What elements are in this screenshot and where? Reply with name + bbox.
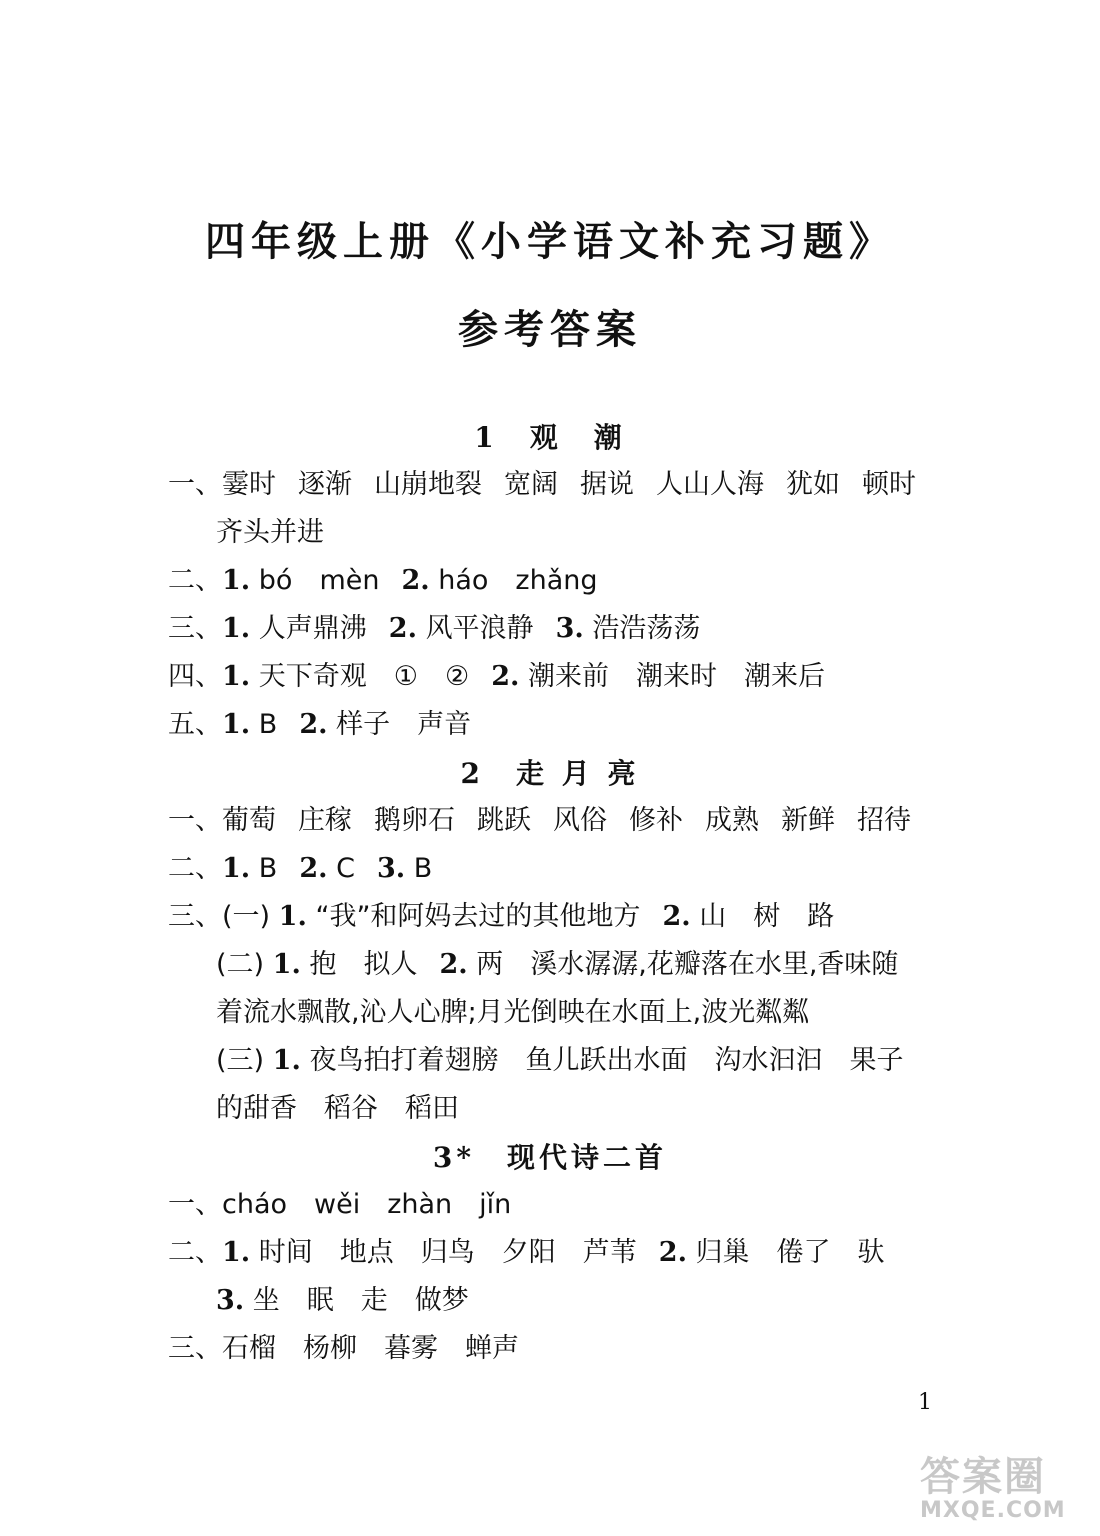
answer-word: 庄稼 xyxy=(298,805,352,836)
document-subtitle: 参考答案 xyxy=(458,306,642,353)
question-label: 一、 xyxy=(168,805,222,836)
watermark-url: MXQE.COM xyxy=(920,1498,1066,1523)
answer-word: B xyxy=(258,709,278,740)
item-number: 1. xyxy=(222,709,251,740)
item-number: 1. xyxy=(222,613,251,644)
item-number: 1. xyxy=(222,565,251,596)
answer-word: 山 树 路 xyxy=(699,901,835,932)
answer-word: 霎时 xyxy=(222,469,276,500)
answer-line xyxy=(168,1230,885,1269)
answer-line xyxy=(216,990,809,1029)
answer-word: cháo wěi zhàn jǐn xyxy=(222,1189,512,1220)
item-number: 2. xyxy=(491,661,520,692)
answer-word: 鹅卵石 xyxy=(374,805,455,836)
answer-line xyxy=(216,1278,469,1317)
answer-word: 浩浩荡荡 xyxy=(592,613,701,644)
answer-word: 修补 xyxy=(629,805,683,836)
question-label: 二、 xyxy=(168,565,222,596)
item-number: 3. xyxy=(216,1285,245,1316)
answer-word: 山崩地裂 xyxy=(374,469,482,500)
answer-line xyxy=(216,510,324,549)
item-number: 2. xyxy=(662,901,691,932)
watermark-logo xyxy=(920,1455,1090,1531)
question-label: 四、 xyxy=(168,661,222,692)
answer-line xyxy=(168,558,598,597)
answer-word: 归巢 倦了 驮 xyxy=(695,1237,885,1268)
answer-word: bó mèn xyxy=(258,565,380,596)
answer-line xyxy=(168,606,700,645)
part-label: (二) xyxy=(216,949,265,980)
lesson-heading: 2 走 月 亮 xyxy=(460,757,640,790)
answer-word: 宽阔 xyxy=(504,469,558,500)
answer-word: 坐 眠 走 做梦 xyxy=(252,1285,469,1316)
answer-word: 石榴 杨柳 暮雾 蝉声 xyxy=(222,1333,519,1364)
question-label: 一、 xyxy=(168,1189,222,1220)
answer-word: 犹如 xyxy=(786,469,840,500)
item-number: 3. xyxy=(376,853,406,884)
answer-word: 跳跃 xyxy=(477,805,531,836)
lesson-heading: 3* 现代诗二首 xyxy=(432,1141,668,1174)
answer-word: háo zhǎng xyxy=(438,565,598,596)
document-title: 四年级上册《小学语文补充习题》 xyxy=(205,218,895,265)
question-label: 二、 xyxy=(168,1237,222,1268)
page-number: 1 xyxy=(918,1390,932,1415)
answer-word: 时间 地点 归鸟 夕阳 芦苇 xyxy=(258,1237,637,1268)
answer-line xyxy=(168,798,911,837)
item-number: 2. xyxy=(401,565,430,596)
item-number: 2. xyxy=(439,949,468,980)
answer-word: 风俗 xyxy=(553,805,607,836)
answer-word: 两 溪水潺潺,花瓣落在水里,香味随 xyxy=(476,949,899,980)
answer-word: 顿时 xyxy=(862,469,916,500)
answer-word: 风平浪静 xyxy=(425,613,534,644)
question-label: 二、 xyxy=(168,853,222,884)
answer-line xyxy=(168,894,834,933)
answer-word: C xyxy=(336,853,355,884)
item-number: 1. xyxy=(278,901,307,932)
question-label: 三、 xyxy=(168,613,222,644)
item-number: 1. xyxy=(222,661,251,692)
answer-line xyxy=(168,654,825,693)
answer-line xyxy=(216,1038,903,1077)
answer-word: 天下奇观 ① ② xyxy=(258,661,470,692)
answer-line xyxy=(216,942,898,981)
answer-line xyxy=(216,1086,459,1125)
part-label: (一) xyxy=(222,901,271,932)
lesson-heading: 1 观 潮 xyxy=(474,421,626,454)
item-number: 2. xyxy=(299,853,328,884)
item-number: 1. xyxy=(222,1237,251,1268)
answer-word: 着流水飘散,沁人心脾;月光倒映在水面上,波光粼粼 xyxy=(216,997,810,1028)
question-label: 一、 xyxy=(168,469,222,500)
answer-word: 抱 拟人 xyxy=(309,949,418,980)
answer-line xyxy=(168,846,432,885)
item-number: 2. xyxy=(299,709,328,740)
answer-line xyxy=(168,1182,511,1221)
answer-word: 新鲜 xyxy=(781,805,835,836)
answer-word: 逐渐 xyxy=(298,469,352,500)
answer-line xyxy=(168,1326,519,1365)
watermark-text: 答案圈 xyxy=(920,1454,1046,1500)
answer-word: 招待 xyxy=(857,805,911,836)
answer-line xyxy=(168,462,916,501)
answer-word: 齐头并进 xyxy=(216,517,324,548)
item-number: 1. xyxy=(222,853,251,884)
answer-word: 的甜香 稻谷 稻田 xyxy=(216,1093,459,1124)
answer-word: 据说 xyxy=(580,469,634,500)
answer-word: 人声鼎沸 xyxy=(258,613,367,644)
answer-word: 葡萄 xyxy=(222,805,276,836)
question-label: 五、 xyxy=(168,709,222,740)
answer-word: 潮来前 潮来时 潮来后 xyxy=(527,661,825,692)
answer-word: B xyxy=(413,853,433,884)
item-number: 1. xyxy=(272,1045,301,1076)
item-number: 2. xyxy=(388,613,417,644)
answer-line xyxy=(168,702,471,741)
question-label: 三、 xyxy=(168,1333,222,1364)
answer-word: B xyxy=(258,853,278,884)
answer-word: 夜鸟拍打着翅膀 鱼儿跃出水面 沟水汩汩 果子 xyxy=(309,1045,904,1076)
answer-word: “我”和阿妈去过的其他地方 xyxy=(315,901,641,932)
answer-word: 成熟 xyxy=(705,805,759,836)
item-number: 3. xyxy=(555,613,584,644)
question-label: 三、 xyxy=(168,901,222,932)
item-number: 2. xyxy=(658,1237,687,1268)
part-label: (三) xyxy=(216,1045,265,1076)
item-number: 1. xyxy=(272,949,301,980)
answer-word: 样子 声音 xyxy=(336,709,472,740)
answer-word: 人山人海 xyxy=(656,469,764,500)
